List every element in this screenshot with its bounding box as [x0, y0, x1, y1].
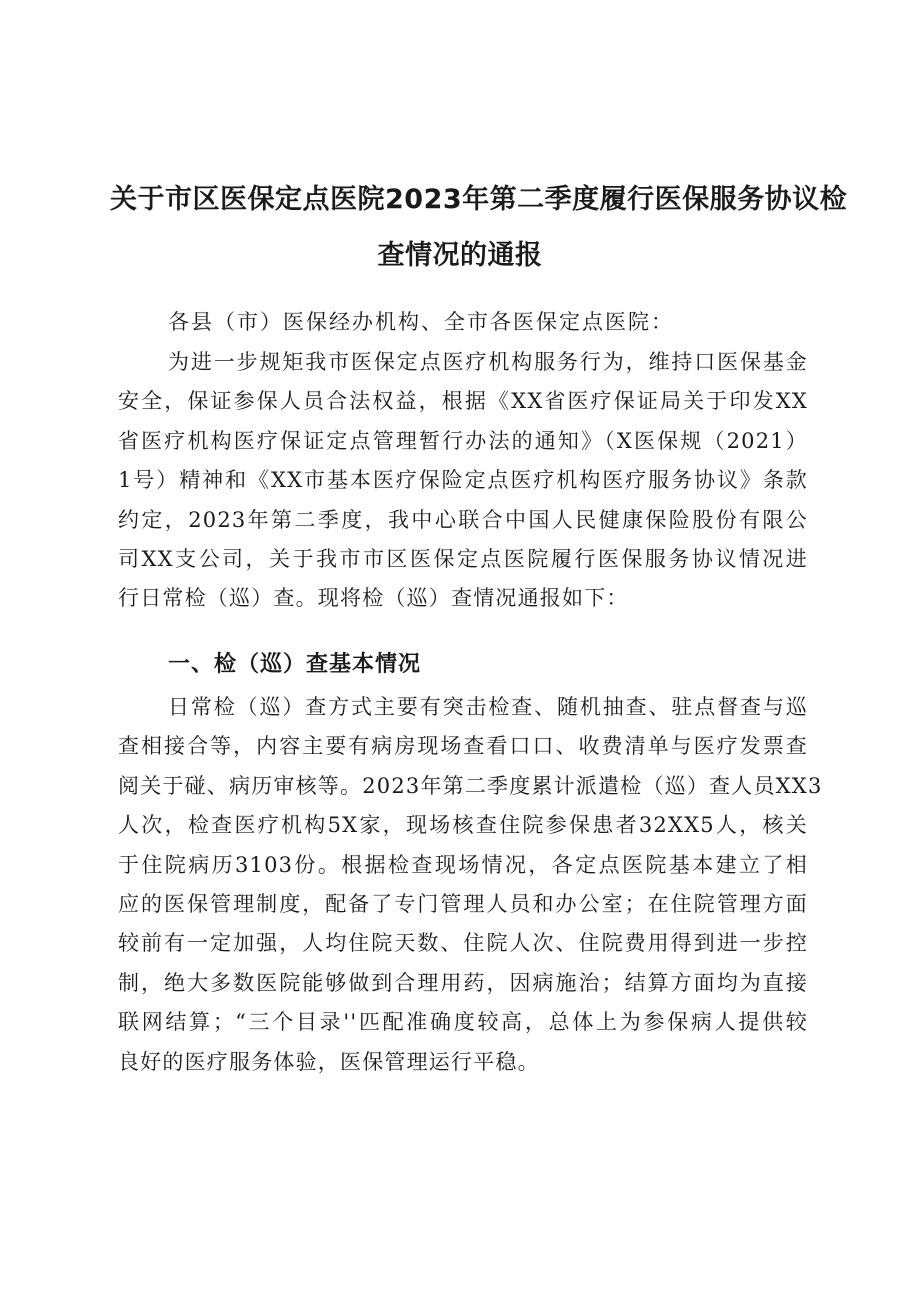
paragraph-line: 为进一步规矩我市医保定点医疗机构服务行为，维持口医保基金 — [168, 350, 808, 374]
salutation: 各县（市）医保经办机构、全市各医保定点医院： — [168, 310, 674, 334]
paragraph-line: 良好的医疗服务体验，医保管理运行平稳。 — [118, 1049, 540, 1074]
section-heading-1: 一、检（巡）查基本情况 — [168, 652, 422, 677]
paragraph-intro — [118, 343, 808, 619]
paragraph-line: 查相接合等，内容主要有病房现场查看口口、收费清单与医疗发票查 — [118, 734, 808, 759]
paragraph-basic-situation — [118, 688, 823, 1082]
title-line-2: 查情况的通报 — [377, 240, 543, 271]
paragraph-line: 较前有一定加强，人均住院天数、住院人次、住院费用得到进一步控 — [118, 931, 808, 956]
paragraph-line: 省医疗机构医疗保证定点管理暂行办法的通知》（X医保规（2021） — [118, 428, 808, 453]
paragraph-line: 应的医保管理制度，配备了专门管理人员和办公室；在住院管理方面 — [118, 892, 808, 917]
paragraph-line: 联网结算；“三个目录''匹配准确度较高，总体上为参保病人提供较 — [118, 1010, 808, 1035]
paragraph-line: 制，绝大多数医院能够做到合理用药，因病施治；结算方面均为直接 — [118, 970, 808, 995]
document-title — [110, 172, 848, 284]
paragraph-line: 行日常检（巡）查。现将检（巡）查情况通报如下： — [118, 586, 629, 611]
paragraph-line: 司XX支公司，关于我市市区医保定点医院履行医保服务协议情况进 — [118, 547, 808, 572]
paragraph-line: 安全，保证参保人员合法权益，根据《XX省医疗保证局关于印发XX — [118, 389, 808, 414]
paragraph-line: 1号）精神和《XX市基本医疗保险定点医疗机构医疗服务协议》条款 — [118, 468, 808, 493]
paragraph-line: 约定，2023年第二季度，我中心联合中国人民健康保险股份有限公 — [118, 507, 808, 532]
paragraph-line: 人次，检查医疗机构5X家，现场核查住院参保患者32XX5人，核关 — [118, 813, 808, 838]
paragraph-line: 日常检（巡）查方式主要有突击检查、随机抽查、驻点督查与巡 — [168, 695, 808, 719]
title-line-1: 关于市区医保定点医院2023年第二季度履行医保服务协议检 — [110, 184, 848, 215]
paragraph-line: 于住院病历3103份。根据检查现场情况，各定点医院基本建立了相 — [118, 852, 808, 877]
paragraph-line: 阅关于碰、病历审核等。2023年第二季度累计派遣检（巡）查人员XX3 — [118, 773, 823, 798]
